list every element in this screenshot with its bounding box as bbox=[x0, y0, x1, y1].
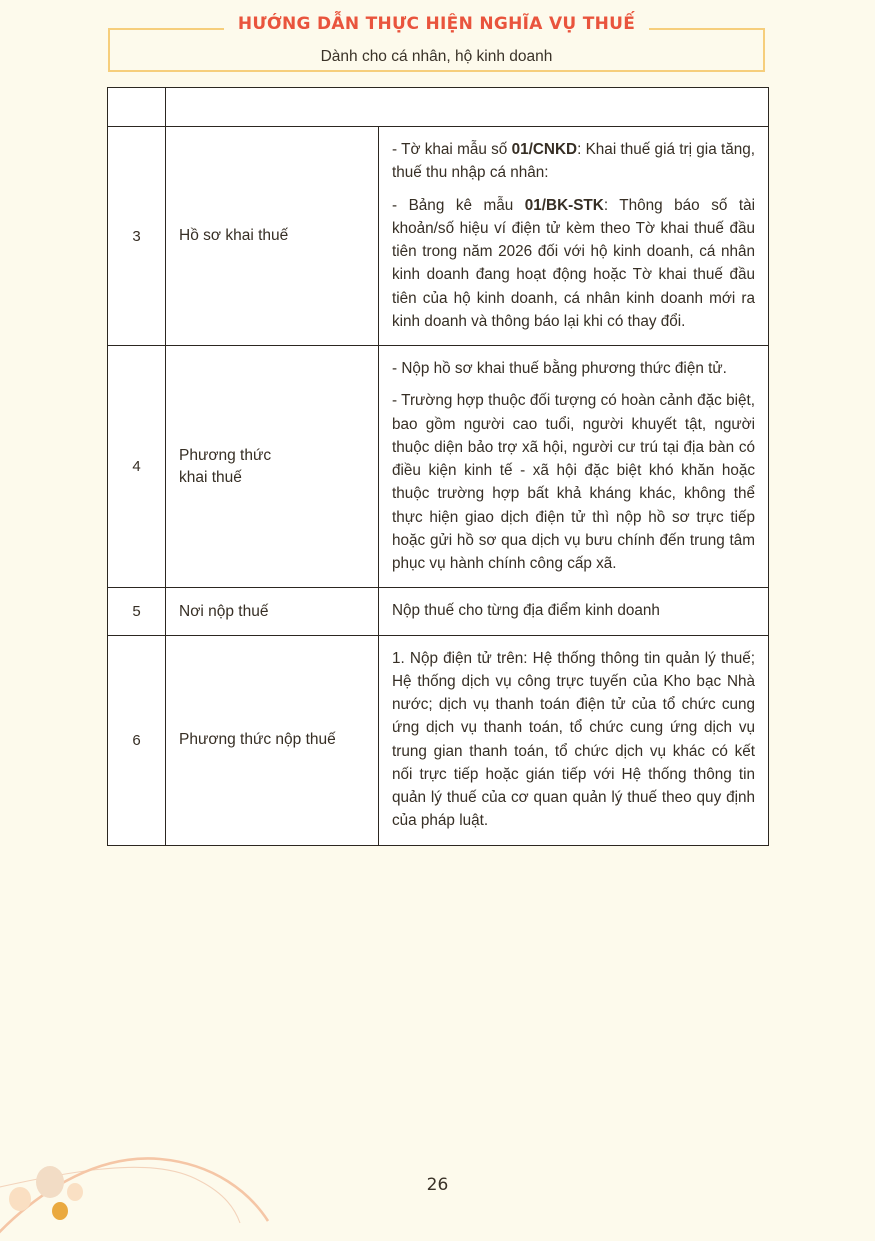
content-paragraph: 1. Nộp điện tử trên: Hệ thống thông tin quản lý thuế; Hệ thống dịch vụ công trực tuyến của Kho bạc Nhà nước; dịch vụ thanh toán điện tử của tổ chức cung ứng dịch vụ thanh toán, tổ chức cung ứng dịch vụ trung gian thanh toán, tổ chức dịch vụ khác có kết nối trực tiếp hoặc gián tiếp với Hệ thống thông tin quản lý thuế của cơ quan quản lý thuế theo quy định của pháp luật. bbox=[392, 649, 756, 830]
content-paragraph: - Tờ khai mẫu số 01/CNKD: Khai thuế giá trị gia tăng, thuế thu nhập cá nhân: bbox=[392, 141, 756, 182]
column-header-noidung: NỘI DUNG bbox=[166, 88, 769, 127]
content-paragraph: - Bảng kê mẫu 01/BK-STK: Thông báo số tài khoản/số hiệu ví điện tử kèm theo Tờ khai thuế đầu tiên trong năm 2026 đối với hộ kinh doanh, cá nhân kinh doanh đang hoạt động hoặc Tờ khai thuế đầu tiên của hộ kinh doanh, cá nhân kinh doanh mới ra kinh doanh và thông báo lại khi có thay đổi. bbox=[392, 196, 756, 330]
cell-content bbox=[379, 635, 769, 845]
page-header bbox=[108, 14, 765, 72]
footer-decoration bbox=[0, 1081, 360, 1241]
cell-label: Hồ sơ khai thuế bbox=[166, 127, 379, 346]
table-head bbox=[108, 88, 769, 127]
table-row bbox=[108, 588, 769, 635]
page-title: HƯỚNG DẪN THỰC HIỆN NGHĨA VỤ THUẾ bbox=[224, 16, 649, 33]
header-title-row bbox=[108, 16, 765, 33]
table-row bbox=[108, 635, 769, 845]
page-subtitle: Dành cho cá nhân, hộ kinh doanh bbox=[320, 48, 553, 65]
cell-label: Phương thức nộp thuế bbox=[166, 635, 379, 845]
table-body bbox=[108, 127, 769, 846]
tax-obligation-table bbox=[107, 87, 769, 846]
cell-content bbox=[379, 588, 769, 635]
cell-label: Nơi nộp thuế bbox=[166, 588, 379, 635]
cell-stt: 6 bbox=[108, 635, 166, 845]
content-paragraph: - Nộp hồ sơ khai thuế bằng phương thức điện tử. bbox=[392, 360, 727, 377]
cell-stt: 3 bbox=[108, 127, 166, 346]
form-code: 01/BK-STK bbox=[524, 196, 604, 214]
cell-label: Phương thức khai thuế bbox=[166, 346, 379, 588]
cell-stt: 5 bbox=[108, 588, 166, 635]
table-header-row bbox=[108, 88, 769, 127]
content-paragraph: - Trường hợp thuộc đối tượng có hoàn cảnh đặc biệt, bao gồm người cao tuổi, người khuyết tật, người thuộc diện bảo trợ xã hội, người cư trú tại địa bàn có điều kiện kinh tế - xã hội đặc biệt khó khăn hoặc thuộc trường hợp bất khả kháng khác, không thể thực hiện giao dịch điện tử thì nộp hồ sơ trực tiếp hoặc gửi hồ sơ qua dịch vụ bưu chính đến trung tâm phục vụ hành chính công cấp xã. bbox=[392, 392, 756, 572]
column-header-stt: STT bbox=[108, 88, 166, 127]
content-paragraph: Nộp thuế cho từng địa điểm kinh doanh bbox=[392, 602, 660, 620]
decorative-dot-accent bbox=[52, 1202, 68, 1220]
table-row bbox=[108, 346, 769, 588]
page-number: 26 bbox=[426, 1175, 449, 1195]
cell-content bbox=[379, 127, 769, 346]
form-code: 01/CNKD bbox=[511, 141, 578, 158]
cell-content bbox=[379, 346, 769, 588]
cell-stt: 4 bbox=[108, 346, 166, 588]
decorative-curve-thick bbox=[0, 1158, 268, 1241]
table-row bbox=[108, 127, 769, 346]
